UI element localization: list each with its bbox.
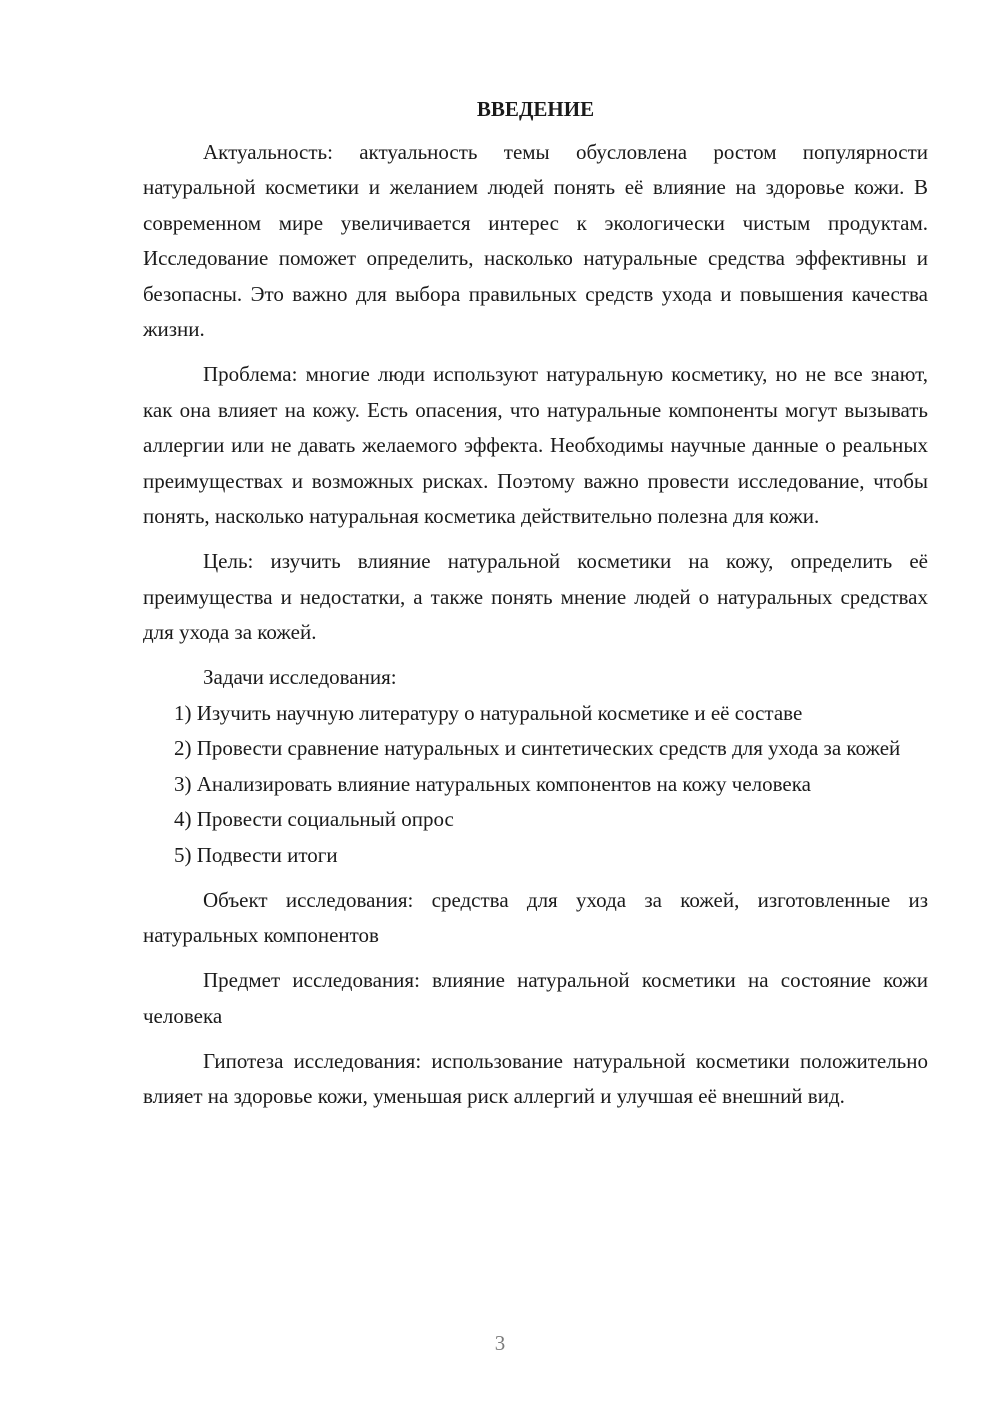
object-paragraph: Объект исследования: средства для ухода за кожей, изготовленные из натуральных компонентов	[143, 887, 928, 947]
page-number: 3	[494, 1331, 506, 1355]
hypothesis-paragraph: Гипотеза исследования: использование натуральной косметики положительно влияет на здоровье кожи, уменьшая риск аллергий и улучшая её внешний вид.	[143, 1048, 928, 1108]
task-item-1: 1) Изучить научную литературу о натуральной косметике и её составе	[174, 700, 803, 725]
relevance-paragraph: Актуальность: актуальность темы обусловлена ростом популярности натуральной косметики и желанием людей понять её влияние на здоровье кожи. В современном мире увеличивается интерес к экологически чистым продуктам. Исследование поможет определить, насколько натуральные средства эффективны и безопасны. Это важно для выбора правильных средств ухода и повышения качества жизни.	[143, 139, 928, 341]
tasks-title: Задачи исследования:	[203, 665, 397, 689]
document-page	[143, 92, 928, 1115]
goal-paragraph: Цель: изучить влияние натуральной косметики на кожу, определить её преимущества и недостатки, а также понять мнение людей о натуральных средствах для ухода за кожей.	[143, 549, 928, 644]
problem-paragraph: Проблема: многие люди используют натуральную косметику, но не все знают, как она влияет на кожу. Есть опасения, что натуральные компоненты могут вызывать аллергии или не давать желаемого эффекта. Необходимы научные данные о реальных преимуществах и возможных рисках. Поэтому важно провести исследование, чтобы понять, насколько натуральная косметика действительно полезна для кожи.	[143, 362, 928, 528]
task-item-3: 3) Анализировать влияние натуральных компонентов на кожу человека	[174, 771, 811, 796]
page-title: ВВЕДЕНИЕ	[476, 97, 595, 121]
task-item-5: 5) Подвести итоги	[174, 842, 338, 867]
task-item-4: 4) Провести социальный опрос	[174, 807, 454, 831]
tasks-list	[143, 696, 928, 874]
task-item-2: 2) Провести сравнение натуральных и синтетических средств для ухода за кожей	[174, 736, 901, 760]
subject-paragraph: Предмет исследования: влияние натуральной косметики на состояние кожи человека	[143, 968, 928, 1028]
